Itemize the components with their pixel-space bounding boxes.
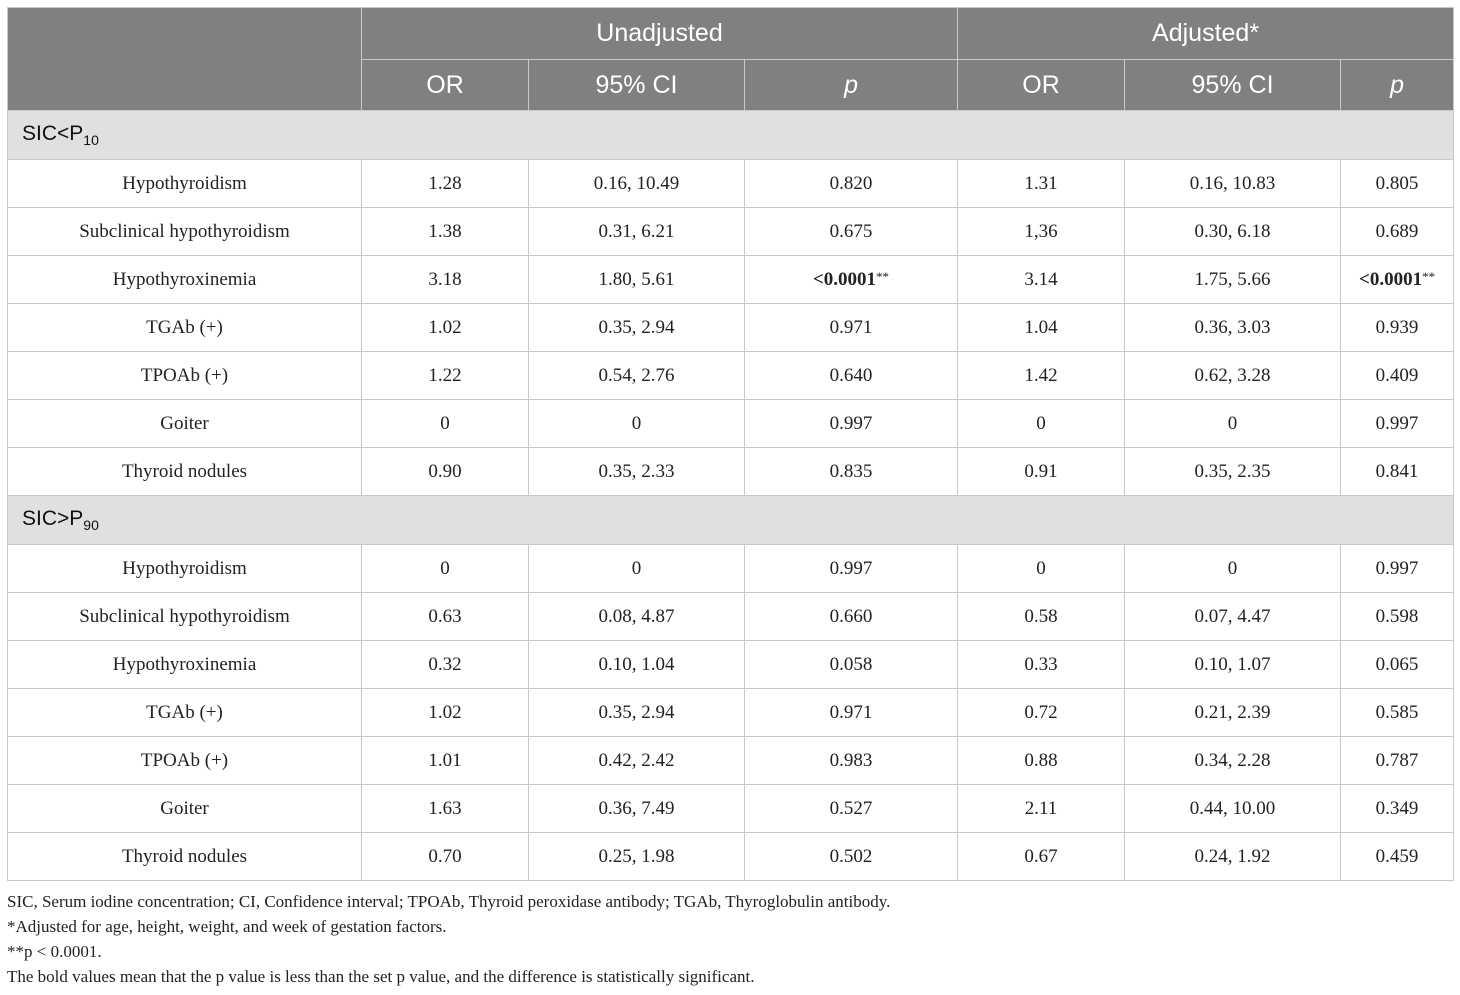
table-row [8, 160, 1454, 208]
section-label-subscript: 10 [83, 132, 99, 148]
p-value: 0.459 [1375, 845, 1419, 867]
section-label-prefix: SIC<P [22, 122, 84, 145]
cell-adjusted-or: 0 [958, 400, 1125, 448]
cell-adjusted-or: 1.04 [958, 304, 1125, 352]
cell-adjusted-p [1341, 785, 1454, 833]
footnote-abbreviations: SIC, Serum iodine concentration; CI, Confidence interval; TPOAb, Thyroid peroxidase antibody; TGAb, Thyroglobulin antibody. [7, 892, 891, 911]
cell-adjusted-p [1341, 352, 1454, 400]
cell-adjusted-ci: 1.75, 5.66 [1125, 256, 1341, 304]
cell-adjusted-p [1341, 304, 1454, 352]
table-row [8, 400, 1454, 448]
cell-adjusted-or: 0 [958, 545, 1125, 593]
significance-marker: ** [1422, 268, 1436, 284]
cell-unadjusted-p [745, 545, 958, 593]
cell-adjusted-ci: 0.44, 10.00 [1125, 785, 1341, 833]
row-variable-name: Subclinical hypothyroidism [8, 208, 362, 256]
p-value: 0.527 [829, 797, 873, 819]
cell-unadjusted-p [745, 689, 958, 737]
p-value: 0.409 [1375, 364, 1419, 386]
cell-unadjusted-p [745, 160, 958, 208]
p-value: 0.835 [829, 460, 873, 482]
cell-unadjusted-ci: 0.25, 1.98 [529, 833, 745, 881]
cell-unadjusted-ci: 0.10, 1.04 [529, 641, 745, 689]
cell-adjusted-p [1341, 160, 1454, 208]
p-value: 0.065 [1375, 653, 1419, 675]
cell-adjusted-ci: 0 [1125, 545, 1341, 593]
cell-unadjusted-ci: 0.36, 7.49 [529, 785, 745, 833]
cell-adjusted-or: 1,36 [958, 208, 1125, 256]
table-row [8, 689, 1454, 737]
cell-adjusted-or: 0.91 [958, 448, 1125, 496]
cell-unadjusted-p [745, 641, 958, 689]
p-value: 0.997 [829, 557, 873, 579]
table-row [8, 785, 1454, 833]
cell-adjusted-p [1341, 400, 1454, 448]
p-value: 0.640 [829, 364, 873, 386]
cell-adjusted-p [1341, 833, 1454, 881]
cell-unadjusted-p [745, 593, 958, 641]
section-label [8, 111, 1454, 160]
cell-unadjusted-ci: 0.42, 2.42 [529, 737, 745, 785]
cell-unadjusted-ci: 0.35, 2.94 [529, 304, 745, 352]
cell-adjusted-p [1341, 689, 1454, 737]
row-variable-name: Goiter [8, 400, 362, 448]
table-row [8, 448, 1454, 496]
table-row [8, 304, 1454, 352]
cell-adjusted-or: 0.67 [958, 833, 1125, 881]
cell-adjusted-p [1341, 641, 1454, 689]
row-variable-name: Hypothyroxinemia [8, 256, 362, 304]
table-row [8, 833, 1454, 881]
table-body [8, 111, 1454, 881]
footnote-adjusted: *Adjusted for age, height, weight, and week of gestation factors. [7, 917, 447, 936]
cell-unadjusted-or: 1.02 [362, 304, 529, 352]
results-table [7, 7, 1454, 881]
cell-unadjusted-or: 1.02 [362, 689, 529, 737]
p-value: 0.939 [1375, 316, 1419, 338]
cell-unadjusted-p [745, 208, 958, 256]
table-row [8, 593, 1454, 641]
cell-adjusted-ci: 0.35, 2.35 [1125, 448, 1341, 496]
cell-unadjusted-p [745, 833, 958, 881]
header-adjusted-ci: 95% CI [1125, 60, 1341, 111]
cell-unadjusted-ci: 0.08, 4.87 [529, 593, 745, 641]
header-adjusted-p: p [1341, 60, 1454, 111]
cell-unadjusted-ci: 0.54, 2.76 [529, 352, 745, 400]
row-variable-name: Hypothyroxinemia [8, 641, 362, 689]
cell-unadjusted-p [745, 256, 958, 304]
cell-unadjusted-p [745, 737, 958, 785]
cell-unadjusted-or: 1.22 [362, 352, 529, 400]
header-adjusted-or: OR [958, 60, 1125, 111]
table-row [8, 352, 1454, 400]
cell-unadjusted-p [745, 304, 958, 352]
row-variable-name: Hypothyroidism [8, 545, 362, 593]
p-value: 0.787 [1375, 749, 1419, 771]
cell-adjusted-or: 2.11 [958, 785, 1125, 833]
row-variable-name: Hypothyroidism [8, 160, 362, 208]
cell-unadjusted-ci: 0.35, 2.33 [529, 448, 745, 496]
cell-adjusted-p [1341, 545, 1454, 593]
cell-adjusted-p [1341, 593, 1454, 641]
header-blank-cell [8, 8, 362, 111]
cell-adjusted-p [1341, 256, 1454, 304]
cell-unadjusted-or: 1.28 [362, 160, 529, 208]
p-value: 0.971 [829, 701, 873, 723]
header-unadjusted-ci: 95% CI [529, 60, 745, 111]
p-value: 0.689 [1375, 220, 1419, 242]
footnotes [7, 889, 1453, 989]
cell-unadjusted-p [745, 352, 958, 400]
cell-unadjusted-p [745, 448, 958, 496]
cell-adjusted-or: 0.58 [958, 593, 1125, 641]
p-value: 0.997 [829, 412, 873, 434]
p-value: 0.820 [829, 172, 873, 194]
cell-unadjusted-or: 0.63 [362, 593, 529, 641]
p-value: 0.841 [1375, 460, 1419, 482]
cell-adjusted-p [1341, 737, 1454, 785]
cell-adjusted-or: 0.72 [958, 689, 1125, 737]
header-unadjusted-p: p [745, 60, 958, 111]
cell-adjusted-or: 1.42 [958, 352, 1125, 400]
cell-unadjusted-or: 1.63 [362, 785, 529, 833]
cell-adjusted-ci: 0.07, 4.47 [1125, 593, 1341, 641]
cell-unadjusted-or: 0.32 [362, 641, 529, 689]
cell-adjusted-ci: 0.30, 6.18 [1125, 208, 1341, 256]
cell-unadjusted-p [745, 785, 958, 833]
cell-unadjusted-or: 0.70 [362, 833, 529, 881]
cell-adjusted-ci: 0 [1125, 400, 1341, 448]
p-value: 0.585 [1375, 701, 1419, 723]
table-row [8, 256, 1454, 304]
table-row [8, 545, 1454, 593]
row-variable-name: Thyroid nodules [8, 833, 362, 881]
cell-unadjusted-ci: 0 [529, 545, 745, 593]
p-value: 0.598 [1375, 605, 1419, 627]
footnote-bold-meaning: The bold values mean that the p value is less than the set p value, and the difference is statistically significant. [7, 967, 755, 986]
p-value: 0.349 [1375, 797, 1419, 819]
cell-adjusted-or: 0.88 [958, 737, 1125, 785]
header-unadjusted-or: OR [362, 60, 529, 111]
row-variable-name: TPOAb (+) [8, 737, 362, 785]
p-value: 0.675 [829, 220, 873, 242]
significance-marker: ** [876, 268, 890, 284]
section-label-prefix: SIC>P [22, 507, 84, 530]
footnote-significance: **p < 0.0001. [7, 942, 102, 961]
section-header-row [8, 496, 1454, 545]
p-value: 0.997 [1375, 412, 1419, 434]
cell-unadjusted-or: 1.38 [362, 208, 529, 256]
cell-unadjusted-ci: 0.31, 6.21 [529, 208, 745, 256]
row-variable-name: TGAb (+) [8, 689, 362, 737]
cell-unadjusted-or: 3.18 [362, 256, 529, 304]
section-header-row [8, 111, 1454, 160]
cell-unadjusted-or: 0 [362, 545, 529, 593]
p-value: <0.0001 [812, 268, 877, 290]
table-row [8, 641, 1454, 689]
cell-unadjusted-or: 0 [362, 400, 529, 448]
cell-adjusted-ci: 0.36, 3.03 [1125, 304, 1341, 352]
row-variable-name: Subclinical hypothyroidism [8, 593, 362, 641]
p-value: 0.502 [829, 845, 873, 867]
cell-adjusted-p [1341, 208, 1454, 256]
header-group-adjusted: Adjusted* [958, 8, 1454, 60]
cell-adjusted-ci: 0.34, 2.28 [1125, 737, 1341, 785]
p-value: 0.805 [1375, 172, 1419, 194]
table-header [8, 8, 1454, 111]
cell-unadjusted-p [745, 400, 958, 448]
p-value: 0.971 [829, 316, 873, 338]
cell-adjusted-ci: 0.62, 3.28 [1125, 352, 1341, 400]
header-group-unadjusted: Unadjusted [362, 8, 958, 60]
cell-unadjusted-ci: 0.16, 10.49 [529, 160, 745, 208]
cell-unadjusted-ci: 0.35, 2.94 [529, 689, 745, 737]
p-value: <0.0001 [1359, 268, 1423, 290]
p-value: 0.997 [1375, 557, 1419, 579]
cell-adjusted-ci: 0.10, 1.07 [1125, 641, 1341, 689]
cell-adjusted-ci: 0.16, 10.83 [1125, 160, 1341, 208]
row-variable-name: Goiter [8, 785, 362, 833]
section-label [8, 496, 1454, 545]
cell-adjusted-or: 1.31 [958, 160, 1125, 208]
cell-adjusted-ci: 0.24, 1.92 [1125, 833, 1341, 881]
cell-unadjusted-ci: 0 [529, 400, 745, 448]
row-variable-name: Thyroid nodules [8, 448, 362, 496]
cell-adjusted-or: 0.33 [958, 641, 1125, 689]
cell-adjusted-or: 3.14 [958, 256, 1125, 304]
p-value: 0.983 [829, 749, 873, 771]
table-row [8, 737, 1454, 785]
table-row [8, 208, 1454, 256]
cell-unadjusted-or: 1.01 [362, 737, 529, 785]
row-variable-name: TGAb (+) [8, 304, 362, 352]
section-label-subscript: 90 [83, 517, 99, 533]
cell-adjusted-p [1341, 448, 1454, 496]
p-value: 0.660 [829, 605, 873, 627]
cell-unadjusted-or: 0.90 [362, 448, 529, 496]
cell-unadjusted-ci: 1.80, 5.61 [529, 256, 745, 304]
p-value: 0.058 [829, 653, 873, 675]
cell-adjusted-ci: 0.21, 2.39 [1125, 689, 1341, 737]
row-variable-name: TPOAb (+) [8, 352, 362, 400]
